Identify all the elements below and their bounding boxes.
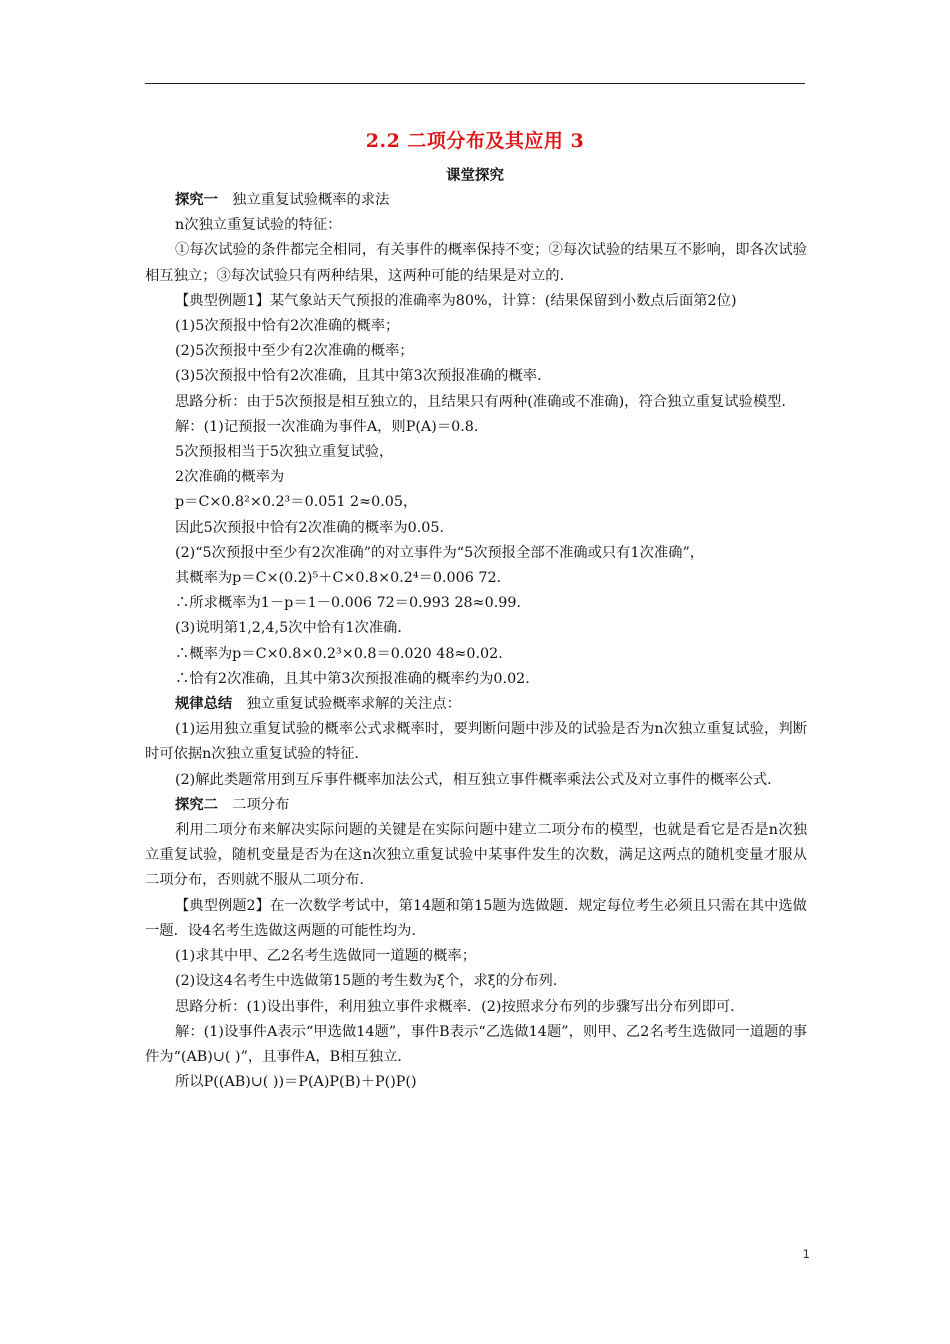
- section-heading: [145, 793, 807, 818]
- solution-line: ∴所求概率为1－p＝1－0.006 72＝0.993 28≈0.99.: [175, 595, 522, 612]
- summary-point: (2)解此类题常用到互斥事件概率加法公式，相互独立事件概率乘法公式及对立事件的概率公式．: [175, 771, 782, 788]
- solution-line: (3)说明第1,2,4,5次中恰有1次准确．: [175, 620, 412, 637]
- example-text: 在一次数学考试中，第14题和第15题为选做题．规定每位考生必须且只需在其中选做一题．设4名考生选做这两题的可能性均为.: [145, 897, 807, 939]
- section-heading-label: 探究一: [175, 192, 218, 208]
- solution-line: ∴概率为p＝C×0.8×0.2³×0.8＝0.020 48≈0.02.: [175, 645, 503, 662]
- analysis-paragraph: 思路分析：由于5次预报是相互独立的，且结果只有两种(准确或不准确)，符合独立重复试验模型．: [175, 393, 796, 410]
- question-line: (1)5次预报中恰有2次准确的概率；: [175, 318, 400, 335]
- summary-heading: [145, 692, 807, 717]
- page-number: 1: [802, 1247, 810, 1261]
- solution-line: 2次准确的概率为: [175, 469, 285, 486]
- summary-point: (1)运用独立重复试验的概率公式求概率时，要判断问题中涉及的试验是否为n次独立重复试验，判断时可依据n次独立重复试验的特征．: [145, 721, 807, 763]
- solution-line: 解：(1)设事件A表示“甲选做14题”，事件B表示“乙选做14题”，则甲、乙2名考生选做同一道题的事件为“(AB)∪( )”，且事件A，B相互独立．: [145, 1023, 807, 1065]
- analysis-paragraph: 思路分析：(1)设出事件，利用独立事件求概率．(2)按照求分布列的步骤写出分布列即可．: [175, 998, 745, 1015]
- solution-line: 所以P((AB)∪( ))＝P(A)P(B)＋P()P(): [175, 1074, 417, 1091]
- question-line: (2)设这4名考生中选做第15题的考生数为ξ个，求ξ的分布列．: [175, 973, 568, 990]
- solution-line: 因此5次预报中恰有2次准确的概率为0.05.: [175, 519, 445, 536]
- page-title: 2.2 二项分布及其应用 3: [365, 130, 585, 152]
- section-heading-label: 探究二: [175, 796, 218, 813]
- solution-line: (2)“5次预报中至少有2次准确”的对立事件为“5次预报全部不准确或只有1次准确”，: [175, 544, 705, 561]
- paragraph: 利用二项分布来解决实际问题的关键是在实际问题中建立二项分布的模型，也就是看它是否是n次独立重复试验，随机变量是否为在这n次独立重复试验中某事件发生的次数，满足这两点的随机变量才服从二项分布，否则就不服从二项分布．: [145, 822, 807, 889]
- page-subtitle: 课堂探究: [446, 167, 504, 184]
- example-tag: 【典型例题2】: [175, 897, 270, 914]
- paragraph: n次独立重复试验的特征：: [175, 217, 342, 234]
- example-paragraph: [145, 894, 807, 944]
- header-rule: [145, 83, 805, 84]
- paragraph: ①每次试验的条件都完全相同，有关事件的概率保持不变；②每次试验的结果互不影响，即各次试验相互独立；③每次试验只有两种结果，这两种可能的结果是对立的．: [145, 242, 807, 284]
- example-tag: 【典型例题1】: [175, 292, 270, 309]
- solution-line: 解：(1)记预报一次准确为事件A，则P(A)＝0.8.: [175, 418, 479, 435]
- section-heading-text: 独立重复试验概率的求法: [217, 192, 390, 208]
- example-text: 某气象站天气预报的准确率为80%，计算：(结果保留到小数点后面第2位): [269, 292, 737, 309]
- section-heading: [145, 188, 807, 213]
- question-line: (1)求其中甲、乙2名考生选做同一道题的概率；: [175, 948, 476, 965]
- question-line: (2)5次预报中至少有2次准确的概率；: [175, 343, 414, 360]
- solution-line: 其概率为p＝C×(0.2)⁵＋C×0.8×0.2⁴＝0.006 72.: [175, 570, 502, 587]
- summary-text: 独立重复试验概率求解的关注点：: [232, 696, 461, 713]
- section-heading-text: 二项分布: [217, 796, 290, 813]
- summary-tag: 规律总结: [175, 696, 233, 713]
- document-body: [145, 188, 807, 1095]
- solution-line: ∴恰有2次准确，且其中第3次预报准确的概率约为0.02.: [175, 670, 530, 687]
- solution-line: 5次预报相当于5次独立重复试验，: [175, 444, 394, 461]
- example-paragraph: [145, 289, 807, 314]
- solution-line: p＝C×0.8²×0.2³＝0.051 2≈0.05，: [175, 494, 418, 511]
- question-line: (3)5次预报中恰有2次准确，且其中第3次预报准确的概率．: [175, 368, 552, 385]
